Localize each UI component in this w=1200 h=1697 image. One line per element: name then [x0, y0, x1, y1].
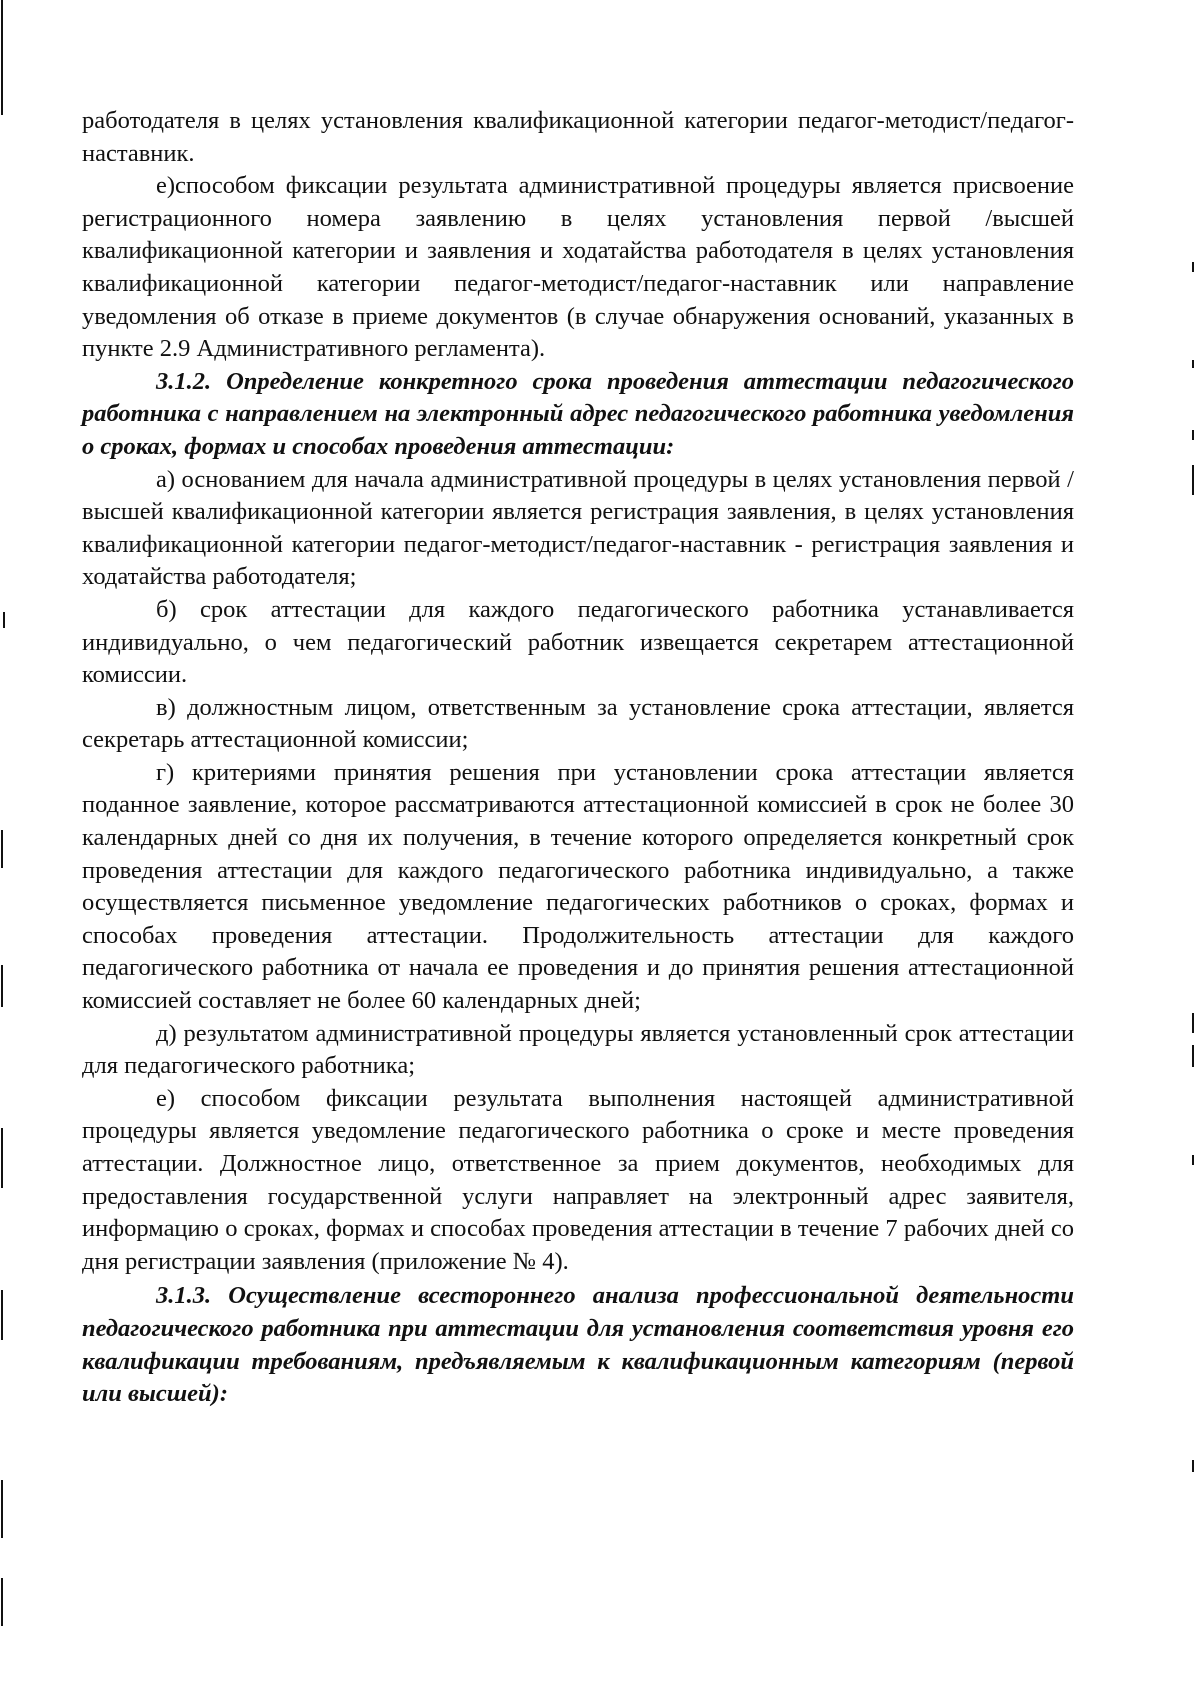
scan-edge-mark-right	[1192, 465, 1194, 495]
section-heading-3-1-2: 3.1.2. Определение конкретного срока проведения аттестации педагогического работника с направлением на электронный адрес педагогического работника уведомления о сроках, формах и способах проведения аттестации:	[82, 367, 1074, 460]
paragraph-continuation: работодателя в целях установления квалификационной категории педагог-методист/педагог-наставник.	[82, 107, 1074, 167]
scan-edge-mark-left	[1, 1128, 3, 1188]
scan-edge-mark-left	[3, 612, 5, 628]
scan-edge-mark-left	[1, 965, 3, 1007]
scan-edge-mark-right	[1192, 1013, 1194, 1033]
scan-edge-mark-right	[1192, 1460, 1194, 1472]
paragraph-item-v: в) должностным лицом, ответственным за установление срока аттестации, является секретарь аттестационной комиссии;	[82, 693, 1074, 754]
scan-edge-mark-right	[1192, 1045, 1194, 1067]
paragraph-item-a: а) основанием для начала административной процедуры в целях установления первой /высшей квалификационной категории является регистрация заявления, в целях установления квалификационной категории педагог-методист/педагог-наставник - регистрация заявления и ходатайства работодателя;	[82, 465, 1074, 591]
section-heading-3-1-3: 3.1.3. Осуществление всестороннего анализа профессиональной деятельности педагогического работника при аттестации для установления соответствия уровня его квалификации требованиям, предъявляемым к квалификационным категориям (первой или высшей):	[82, 1282, 1074, 1408]
paragraph-item-g: г) критериями принятия решения при установлении срока аттестации является поданное заявление, которое рассматриваются аттестационной комиссией в срок не более 30 календарных дней со дня их получения, в течение которого определяется конкретный срок проведения аттестации для каждого педагогического работника индивидуально, а также осуществляется письменное уведомление педагогических работников о сроках, формах и способах проведения аттестации. Продолжительность аттестации для каждого педагогического работника от начала ее проведения и до принятия решения аттестационной комиссией составляет не более 60 календарных дней;	[82, 758, 1074, 1015]
scan-edge-mark-left	[1, 1290, 3, 1340]
scan-edge-mark-right	[1192, 262, 1194, 272]
scan-edge-mark-left	[1, 1480, 3, 1538]
paragraph-item-b: б) срок аттестации для каждого педагогического работника устанавливается индивидуально, о чем педагогический работник извещается секретарем аттестационной комиссии.	[82, 595, 1074, 689]
scan-edge-mark-right	[1192, 1155, 1194, 1165]
paragraph-item-d: д) результатом административной процедуры является установленный срок аттестации для педагогического работника;	[82, 1019, 1074, 1080]
document-body	[82, 105, 1074, 1411]
scan-edge-mark-left	[1, 1578, 3, 1626]
scan-edge-mark-left	[1, 830, 3, 868]
paragraph-item-e-fixation: е)способом фиксации результата административной процедуры является присвоение регистрационного номера заявлению в целях установления первой /высшей квалификационной категории и заявления и ходатайства работодателя в целях установления квалификационной категории педагог-методист/педагог-наставник или направление уведомления об отказе в приеме документов (в случае обнаружения оснований, указанных в пункте 2.9 Административного регламента).	[82, 172, 1074, 363]
scan-edge-mark-left	[1, 0, 3, 115]
scan-edge-mark-right	[1192, 430, 1194, 440]
paragraph-item-e-method: е) способом фиксации результата выполнения настоящей административной процедуры является уведомление педагогического работника о сроке и месте проведения аттестации. Должностное лицо, ответственное за прием документов, необходимых для предоставления государственной услуги направляет на электронный адрес заявителя, информацию о сроках, формах и способах проведения аттестации в течение 7 рабочих дней со дня регистрации заявления (приложение № 4).	[82, 1084, 1074, 1275]
scan-edge-mark-right	[1192, 360, 1194, 368]
